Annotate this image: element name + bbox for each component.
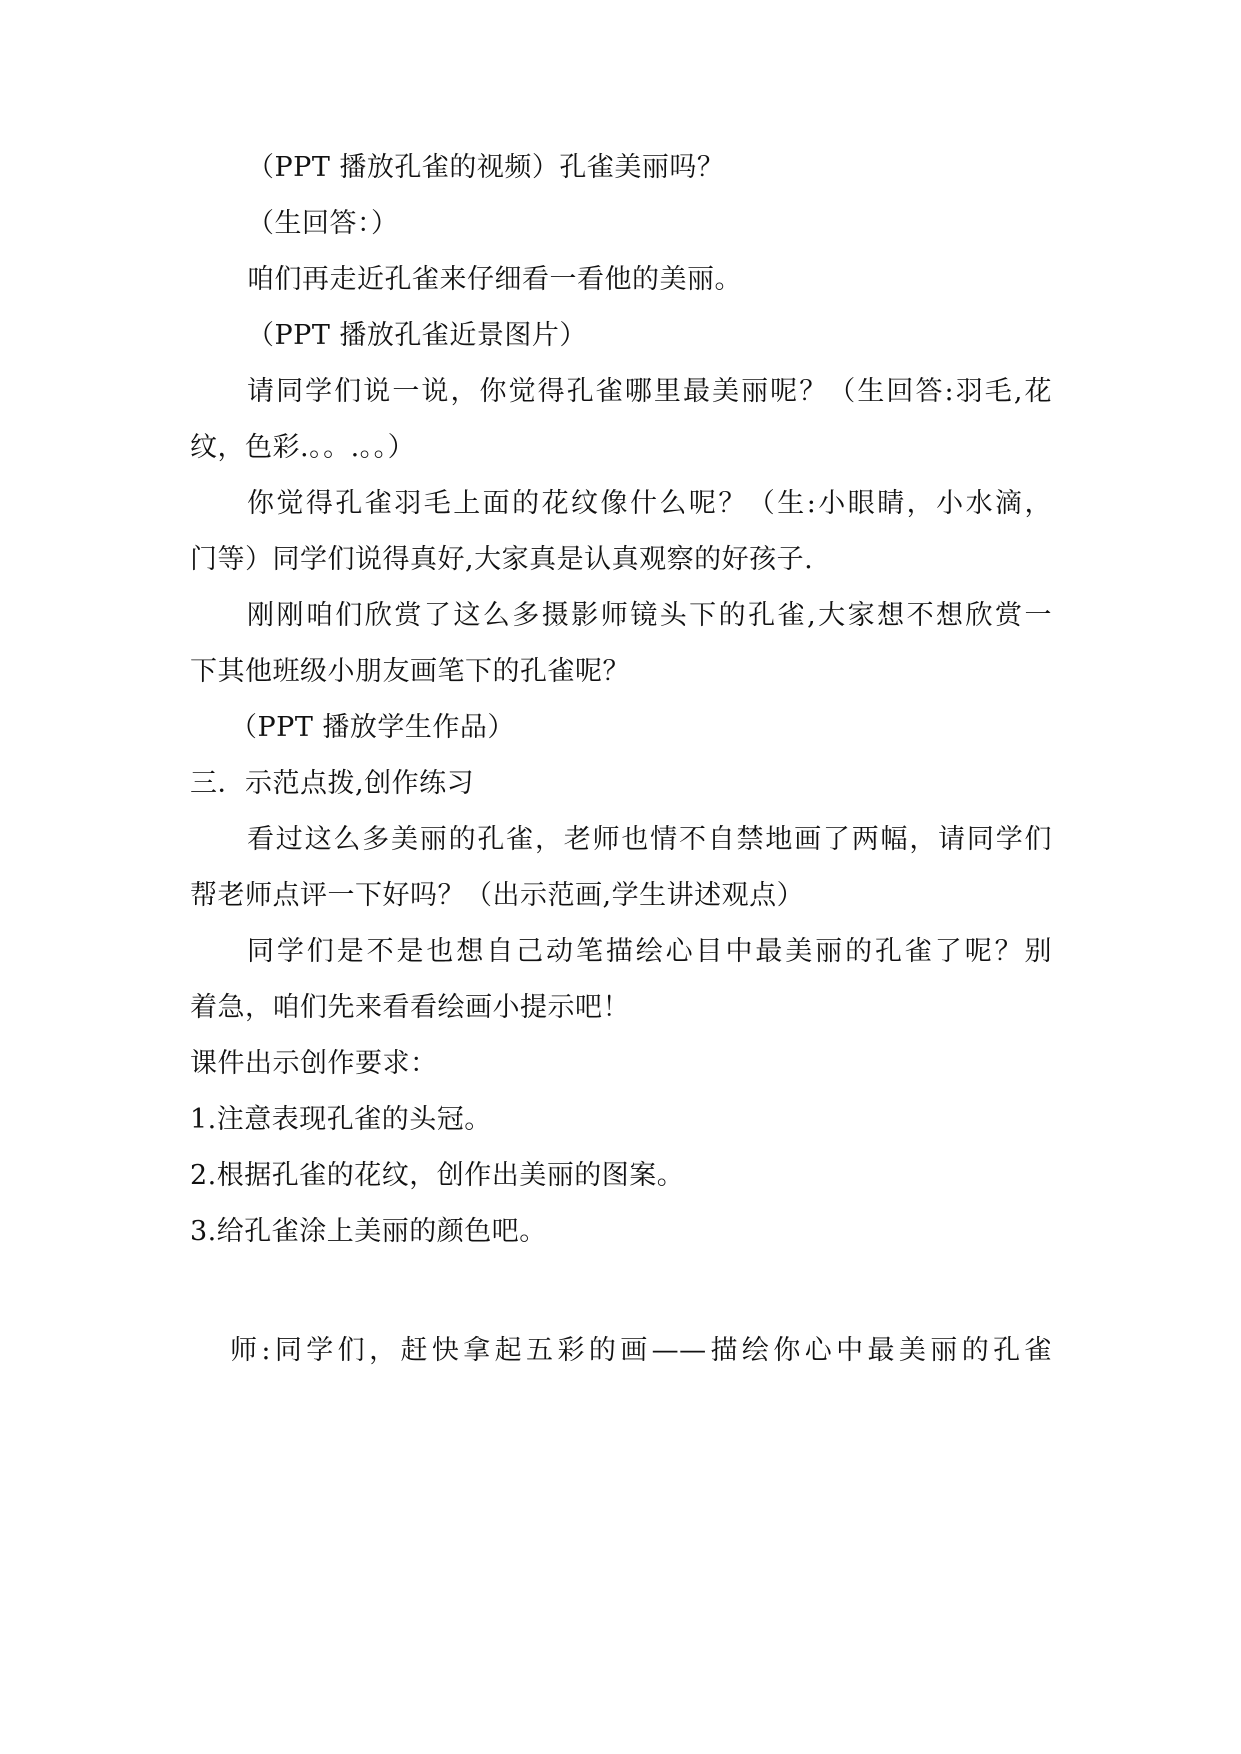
paragraph-line: 着急，咱们先来看看绘画小提示吧！ (190, 992, 630, 1023)
paragraph-line: 咱们再走近孔雀来仔细看一看他的美丽。 (247, 264, 742, 295)
list-item: 3.给孔雀涂上美丽的颜色吧。 (190, 1216, 547, 1247)
paragraph-line: （PPT 播放孔雀的视频）孔雀美丽吗？ (247, 152, 725, 183)
paragraph-line: 纹，色彩.。。.。。） (190, 432, 416, 463)
section-heading: 三．示范点拨,创作练习 (190, 768, 475, 799)
paragraph-line: 你觉得孔雀羽毛上面的花纹像什么呢？（生:小眼睛，小水滴， (247, 488, 1052, 519)
paragraph-line: 请同学们说一说，你觉得孔雀哪里最美丽呢？（生回答:羽毛,花 (247, 376, 1052, 407)
paragraph-line: 看过这么多美丽的孔雀，老师也情不自禁地画了两幅，请同学们 (247, 824, 1052, 855)
paragraph-line: （PPT 播放孔雀近景图片） (247, 320, 587, 351)
paragraph-line: 帮老师点评一下好吗？（出示范画,学生讲述观点） (190, 880, 805, 911)
paragraph-line: 下其他班级小朋友画笔下的孔雀呢？ (190, 656, 630, 687)
paragraph-line: 门等）同学们说得真好,大家真是认真观察的好孩子. (190, 544, 814, 575)
paragraph-line: 课件出示创作要求： (190, 1048, 438, 1079)
paragraph-line: （生回答：） (247, 208, 399, 239)
list-item: 1.注意表现孔雀的头冠。 (190, 1104, 492, 1135)
paragraph-line: （PPT 播放学生作品） (230, 712, 515, 743)
paragraph-line: 同学们是不是也想自己动笔描绘心目中最美丽的孔雀了呢？别 (247, 936, 1052, 967)
paragraph-line: 刚刚咱们欣赏了这么多摄影师镜头下的孔雀,大家想不想欣赏一 (247, 600, 1052, 631)
list-item: 2.根据孔雀的花纹，创作出美丽的图案。 (190, 1160, 685, 1191)
paragraph-line: 师:同学们，赶快拿起五彩的画——描绘你心中最美丽的孔雀 (230, 1335, 1052, 1366)
